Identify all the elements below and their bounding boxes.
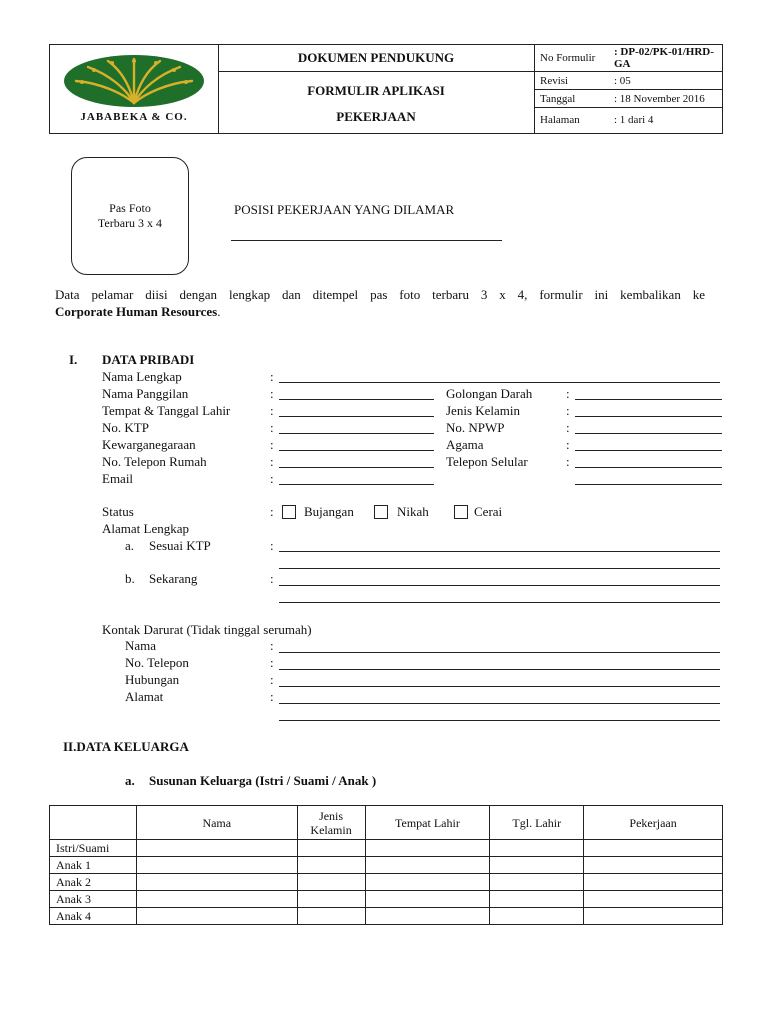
field-label: Hubungan xyxy=(125,672,180,687)
table-cell[interactable] xyxy=(297,891,365,908)
table-cell[interactable] xyxy=(297,908,365,925)
status-option: Bujangan xyxy=(304,504,354,519)
home-phone-input[interactable] xyxy=(279,467,434,468)
table-cell[interactable] xyxy=(297,857,365,874)
section-1-number: I. xyxy=(69,352,78,367)
table-cell[interactable] xyxy=(584,891,723,908)
address-current-input-2[interactable] xyxy=(279,602,720,603)
colon: : xyxy=(566,420,570,435)
field-label: Alamat xyxy=(125,689,164,704)
table-row xyxy=(50,874,723,891)
table-cell[interactable] xyxy=(136,891,297,908)
field-label: Email xyxy=(102,471,134,486)
table-row xyxy=(50,891,723,908)
field-label: Golongan Darah xyxy=(446,386,533,401)
table-header: Tempat Lahir xyxy=(365,806,490,840)
meta-key: Revisi xyxy=(540,74,569,87)
full-name-input[interactable] xyxy=(279,382,720,383)
row-label: Istri/Suami xyxy=(50,840,137,857)
table-header-row xyxy=(50,806,723,840)
status-bujangan-checkbox[interactable] xyxy=(282,505,296,519)
table-cell[interactable] xyxy=(136,857,297,874)
section-2a-letter: a. xyxy=(125,773,135,788)
form-title-line1: FORMULIR APLIKASI xyxy=(307,83,445,98)
table-cell[interactable] xyxy=(584,908,723,925)
field-label: Nama Panggilan xyxy=(102,386,189,401)
meta-row xyxy=(534,90,722,108)
address-current-input[interactable] xyxy=(279,585,720,586)
instructions-bold: Corporate Human Resources xyxy=(55,304,218,319)
meta-key: Tanggal xyxy=(540,92,576,105)
colon: : xyxy=(270,571,274,586)
colon: : xyxy=(270,471,274,486)
ktp-input[interactable] xyxy=(279,433,434,434)
table-cell[interactable] xyxy=(490,908,584,925)
nationality-input[interactable] xyxy=(279,450,434,451)
religion-input[interactable] xyxy=(575,450,722,451)
colon: : xyxy=(270,538,274,553)
doc-type: DOKUMEN PENDUKUNG xyxy=(218,45,534,72)
emergency-label: Kontak Darurat (Tidak tinggal serumah) xyxy=(102,622,312,637)
emergency-phone-input[interactable] xyxy=(279,669,720,670)
colon: : xyxy=(270,655,274,670)
meta-value: : DP-02/PK-01/HRD-GA xyxy=(614,46,714,70)
position-label: POSISI PEKERJAAN YANG DILAMAR xyxy=(234,202,455,217)
table-cell[interactable] xyxy=(136,874,297,891)
meta-key: Halaman xyxy=(540,114,580,126)
table-cell[interactable] xyxy=(136,840,297,857)
row-label: Anak 4 xyxy=(50,908,137,925)
status-cerai-checkbox[interactable] xyxy=(454,505,468,519)
colon: : xyxy=(270,369,274,384)
field-label: No. KTP xyxy=(102,420,149,435)
table-cell[interactable] xyxy=(365,857,490,874)
logo-cell xyxy=(50,45,219,133)
colon: : xyxy=(270,420,274,435)
emergency-name-input[interactable] xyxy=(279,652,720,653)
colon: : xyxy=(270,386,274,401)
table-cell[interactable] xyxy=(365,908,490,925)
table-cell[interactable] xyxy=(136,908,297,925)
npwp-input[interactable] xyxy=(575,433,722,434)
table-cell[interactable] xyxy=(584,857,723,874)
position-input[interactable] xyxy=(231,240,502,241)
emergency-address-input[interactable] xyxy=(279,703,720,704)
colon: : xyxy=(270,504,274,519)
colon: : xyxy=(270,437,274,452)
meta-row xyxy=(534,45,722,72)
status-label: Status xyxy=(102,504,134,519)
table-cell[interactable] xyxy=(490,857,584,874)
table-row xyxy=(50,840,723,857)
field-label: Nama Lengkap xyxy=(102,369,182,384)
family-table xyxy=(49,805,723,925)
section-2-title: II.DATA KELUARGA xyxy=(63,739,189,754)
row-label: Anak 3 xyxy=(50,891,137,908)
address-b-letter: b. xyxy=(125,571,135,586)
email-input[interactable] xyxy=(279,484,434,485)
company-logo xyxy=(62,53,206,109)
field-label: Tempat & Tanggal Lahir xyxy=(102,403,231,418)
table-cell[interactable] xyxy=(584,874,723,891)
colon: : xyxy=(566,454,570,469)
gender-input[interactable] xyxy=(575,416,722,417)
emergency-relation-input[interactable] xyxy=(279,686,720,687)
meta-value: : 1 dari 4 xyxy=(614,114,654,126)
table-cell[interactable] xyxy=(365,840,490,857)
blood-type-input[interactable] xyxy=(575,399,722,400)
table-cell[interactable] xyxy=(584,840,723,857)
form-title-cell xyxy=(218,45,535,133)
extra-input[interactable] xyxy=(575,484,722,485)
meta-row xyxy=(534,72,722,90)
photo-box[interactable] xyxy=(71,157,189,275)
field-label: Jenis Kelamin xyxy=(446,403,521,418)
field-label: Nama xyxy=(125,638,157,653)
field-label: Kewarganegaraan xyxy=(102,437,196,452)
meta-value: : 05 xyxy=(614,74,631,87)
table-header: Nama xyxy=(136,806,297,840)
meta-key: No Formulir xyxy=(540,52,596,64)
emergency-address-input-2[interactable] xyxy=(279,720,720,721)
section-1-title: DATA PRIBADI xyxy=(102,352,195,367)
table-header: Jenis Kelamin xyxy=(297,806,365,840)
table-cell[interactable] xyxy=(365,874,490,891)
nickname-input[interactable] xyxy=(279,399,434,400)
table-cell[interactable] xyxy=(490,840,584,857)
table-cell[interactable] xyxy=(297,840,365,857)
colon: : xyxy=(270,403,274,418)
mobile-phone-input[interactable] xyxy=(575,467,722,468)
status-nikah-checkbox[interactable] xyxy=(374,505,388,519)
photo-label-1: Pas Foto xyxy=(109,201,151,215)
status-option: Cerai xyxy=(474,504,503,519)
address-label: Alamat Lengkap xyxy=(102,521,189,536)
field-label: No. Telepon xyxy=(125,655,189,670)
table-cell[interactable] xyxy=(297,874,365,891)
form-title-line2: PEKERJAAN xyxy=(336,109,416,124)
address-ktp-input-2[interactable] xyxy=(279,568,720,569)
address-a-label: Sesuai KTP xyxy=(149,538,211,553)
status-option: Nikah xyxy=(397,504,429,519)
table-header: Pekerjaan xyxy=(584,806,723,840)
meta-row xyxy=(534,108,722,132)
address-ktp-input[interactable] xyxy=(279,551,720,552)
field-label: No. Telepon Rumah xyxy=(102,454,207,469)
field-label: No. NPWP xyxy=(446,420,505,435)
photo-label-2: Terbaru 3 x 4 xyxy=(97,216,163,230)
colon: : xyxy=(270,638,274,653)
section-2a-title: Susunan Keluarga (Istri / Suami / Anak ) xyxy=(149,773,377,788)
colon: : xyxy=(566,437,570,452)
meta-value: : 18 November 2016 xyxy=(614,92,705,105)
table-header xyxy=(50,806,137,840)
company-name: JABABEKA & CO. xyxy=(80,111,188,123)
table-header: Tgl. Lahir xyxy=(490,806,584,840)
colon: : xyxy=(270,672,274,687)
form-meta xyxy=(534,45,722,133)
colon: : xyxy=(270,454,274,469)
table-cell[interactable] xyxy=(490,891,584,908)
field-label: Agama xyxy=(446,437,484,452)
instructions-line2: Corporate Human Resources. xyxy=(55,304,221,319)
address-a-letter: a. xyxy=(125,538,135,553)
colon: : xyxy=(566,403,570,418)
form-header xyxy=(49,44,723,134)
table-cell[interactable] xyxy=(365,891,490,908)
table-row xyxy=(50,857,723,874)
instructions-text: Data pelamar diisi dengan lengkap dan ditempel pas foto terbaru 3 x 4, formulir ini kembalikan ke xyxy=(55,287,705,302)
address-b-label: Sekarang xyxy=(149,571,198,586)
birth-place-date-input[interactable] xyxy=(279,416,434,417)
colon: : xyxy=(270,689,274,704)
row-label: Anak 2 xyxy=(50,874,137,891)
table-cell[interactable] xyxy=(490,874,584,891)
colon: : xyxy=(566,386,570,401)
field-label: Telepon Selular xyxy=(446,454,528,469)
row-label: Anak 1 xyxy=(50,857,137,874)
table-row xyxy=(50,908,723,925)
